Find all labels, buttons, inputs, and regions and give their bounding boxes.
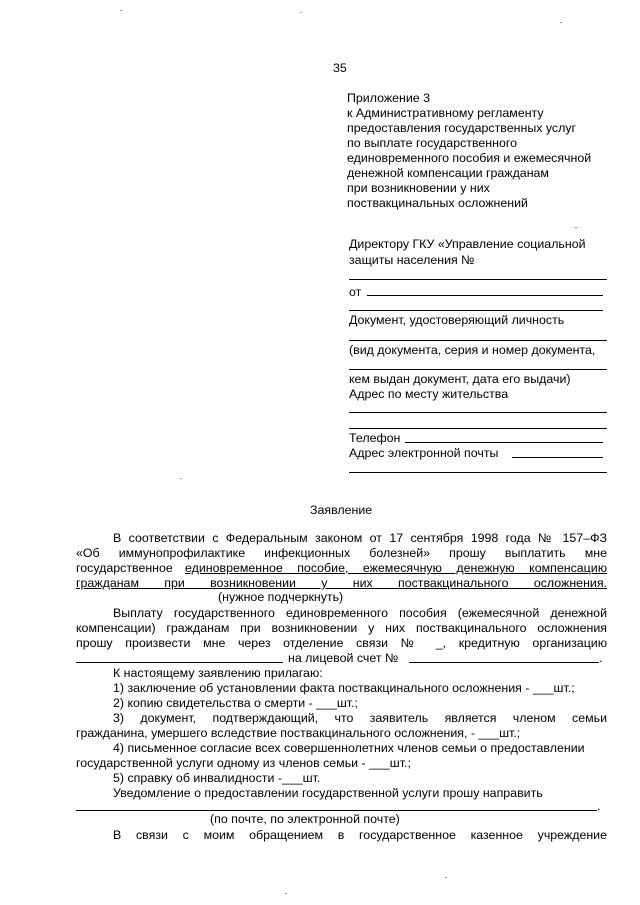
from-label: от [349,285,362,299]
paragraph-line: Выплату государственного единовременного пособия (ежемесячной денежной [113,606,607,620]
attachments-intro: К настоящему заявлению прилагаю: [113,666,323,680]
attachment-item: 4) письменное согласие всех совершеннолетних членов семьи о предоставлении [113,741,585,755]
scan-speck [300,12,302,13]
underlined-option: гражданам при возникновении у них поствакцинального осложнения. [76,576,607,590]
attachment-item: 3) документ, подтверждающий, что заявитель является членом семьи [113,711,607,725]
notify-note: (по почте, по электронной почте) [210,812,400,826]
paragraph-line: прошу произвести мне через отделение связи № _, кредитную организацию [76,636,607,650]
email-label: Адрес электронной почты [349,446,499,460]
scan-speck [575,227,577,228]
paragraph-line: государственное [76,561,173,575]
id-document-hint: (вид документа, серия и номер документа, [349,343,596,357]
bank-name-field[interactable] [76,662,283,663]
attachment-item: 5) справку об инвалидности -___шт. [113,771,321,785]
underlined-option: единовременное пособие, ежемесячную денежную компенсацию [185,561,607,575]
email-field[interactable] [512,457,603,458]
attachment-item: 1) заключение об установлении факта поствакцинального осложнения - ___шт.; [113,681,575,695]
attachment-item: 2) копию свидетельства о смерти - ___шт.; [113,696,358,710]
notify-method-field[interactable] [76,810,597,811]
paragraph-line: В соответствии с Федеральным законом от 17 сентября 1998 года № 157–ФЗ [113,531,607,545]
scan-speck [560,22,562,23]
address-field[interactable] [349,428,607,429]
account-number-field[interactable] [409,662,599,663]
appendix-line: денежной компенсации гражданам [347,166,549,180]
id-issued-field[interactable] [349,369,607,370]
id-document-label: Документ, удостоверяющий личность [349,313,565,327]
notify-line: Уведомление о предоставлении государственной услуги прошу направить [113,786,543,800]
paragraph-line: В связи с моим обращением в государственное казенное учреждение [113,828,607,842]
scan-speck [180,478,182,479]
attachment-item: гражданина, умершего вследствие поствакцинального осложнения, - ___шт.; [76,726,521,740]
period: . [597,799,601,813]
attachment-item: государственной услуги одному из членов семьи - ___шт.; [76,756,411,770]
period: . [599,651,603,665]
scan-speck [445,877,447,878]
page-number: 35 [333,61,347,75]
addressee-line: Директору ГКУ «Управление социальной [349,237,586,251]
scan-speck [120,10,122,11]
addressee-line: защиты населения № [349,253,475,267]
phone-label: Телефон [349,431,401,445]
appendix-line: Приложение 3 [347,91,431,105]
note-underline: (нужное подчеркнуть) [218,590,344,604]
address-field[interactable] [349,412,607,413]
scan-speck [285,893,287,894]
id-document-field[interactable] [349,340,607,341]
blank-line[interactable] [349,310,603,311]
appendix-line: поствакцинальных осложнений [347,196,528,210]
address-label: Адрес по месту жительства [349,387,509,401]
appendix-line: к Административному регламенту [347,106,544,120]
appendix-line: по выплате государственного [347,136,518,150]
id-issued-hint: кем выдан документ, дата его выдачи) [349,372,571,386]
blank-line[interactable] [349,279,607,280]
paragraph-line: «Об иммунопрофилактике инфекционных болезней» прошу выплатить мне [76,546,607,560]
paragraph-line: компенсации) гражданам при возникновении у них поствакцинального осложнения [76,621,607,635]
phone-field[interactable] [405,442,603,443]
from-field[interactable] [367,295,603,296]
document-title: Заявление [310,503,373,517]
appendix-line: при возникновении у них [347,181,490,195]
appendix-line: предоставления государственных услуг [347,121,577,135]
appendix-line: единовременного пособия и ежемесячной [347,151,592,165]
email-field[interactable] [349,472,607,473]
account-label: на лицевой счет № [288,651,399,665]
